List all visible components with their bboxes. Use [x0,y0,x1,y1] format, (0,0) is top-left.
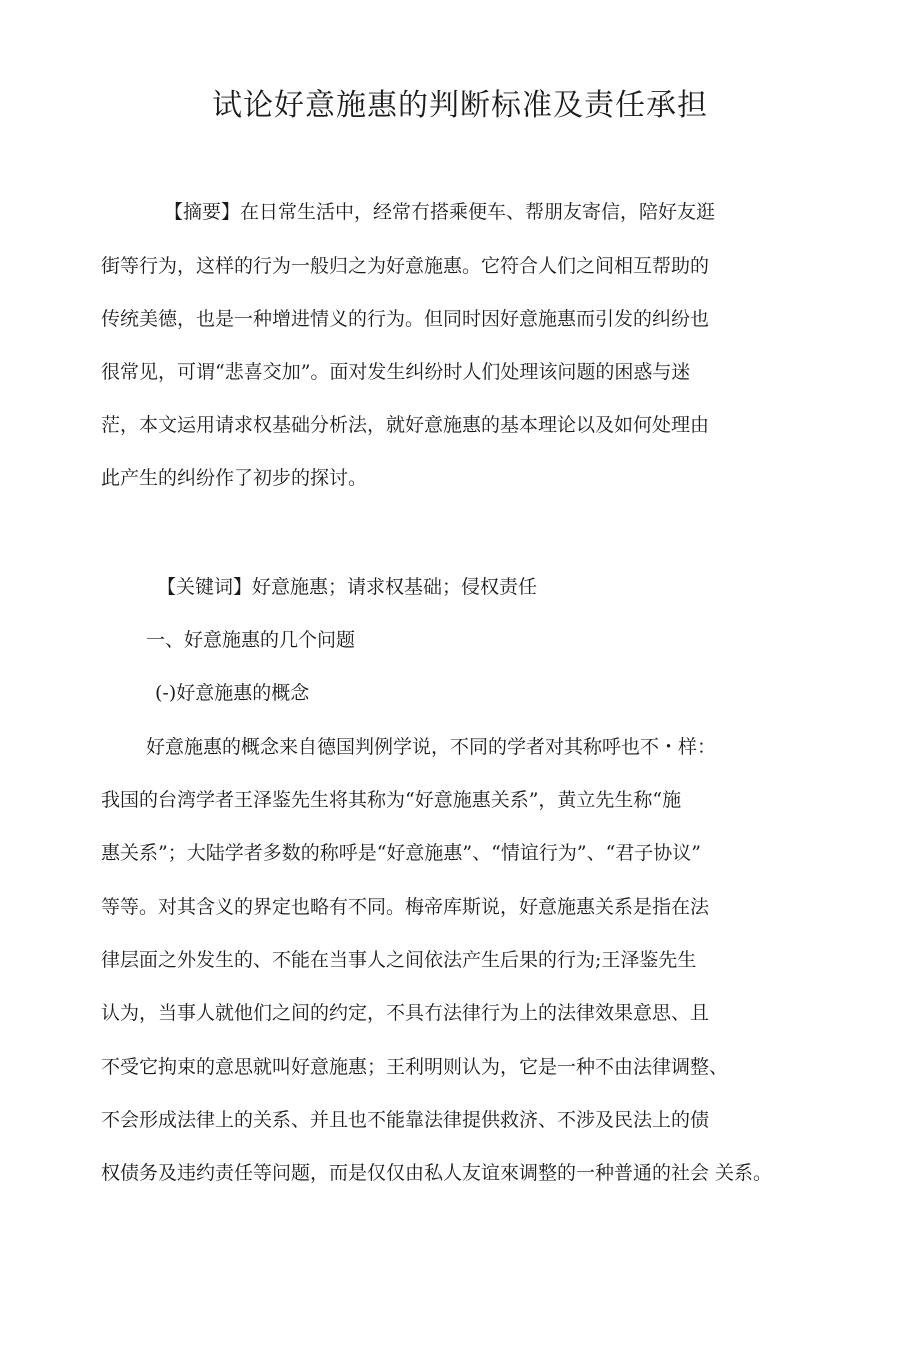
body-line: 惠关系”；大陆学者多数的称呼是“好意施惠”、“情谊行为”、“君子协议” [101,842,701,864]
body-line: 等等。对其含义的界定也略有不同。梅帝库斯说，好意施惠关系是指在法 [101,896,710,918]
abstract-line: 此产生的纠纷作了初步的探讨。 [101,467,368,489]
document-title: 试论好意施惠的判断标准及责任承担 [212,88,708,123]
body-line: 好意施惠的概念来自德国判例学说，不同的学者对其称呼也不・样： [146,736,717,758]
abstract-line: 街等行为，这样的行为一般归之为好意施惠。它符合人们之间相互帮助的 [101,255,710,277]
body-line: 不受它拘束的意思就叫好意施惠；王利明则认为，它是一种不由法律调整、 [101,1056,729,1078]
body-line: 不会形成法律上的关系、并且也不能靠法律提供救济、不涉及民法上的债 [101,1109,710,1131]
keywords-line: 【关键词】好意施惠；请求权基础；侵权责任 [157,576,538,598]
body-line: 权债务及违约责任等问题，而是仅仅由私人友谊來调整的一种普通的社会 关系。 [101,1162,773,1184]
body-line: 我国的台湾学者王泽鉴先生将其称为“好意施惠关系”，黄立先生称“施 [101,789,682,811]
body-line: 认为，当事人就他们之间的约定，不具冇法律行为上的法律效果意思、且 [101,1002,710,1024]
abstract-line: 茫，本文运用请求权基础分析法，就好意施惠的基本理论以及如何处理由 [101,414,710,436]
abstract-line: 很常见，可谓“悲喜交加”。面对发生纠纷时人们处理该问题的困惑与迷 [101,361,691,383]
section-heading: 一、好意施惠的几个问题 [146,629,356,651]
body-line: 律层面之外发生的、不能在当事人之间依法产生后果的行为;王泽鉴先生 [101,949,697,971]
abstract-line: 传统美德，也是一种增进情义的行为。但同时因好意施惠而引发的纠纷也 [101,308,710,330]
abstract-line: 【摘要】在日常生活中，经常冇搭乘便车、帮朋友寄信，陪好友逛 [164,201,716,223]
subsection-heading: (-)好意施惠的概念 [155,682,310,704]
